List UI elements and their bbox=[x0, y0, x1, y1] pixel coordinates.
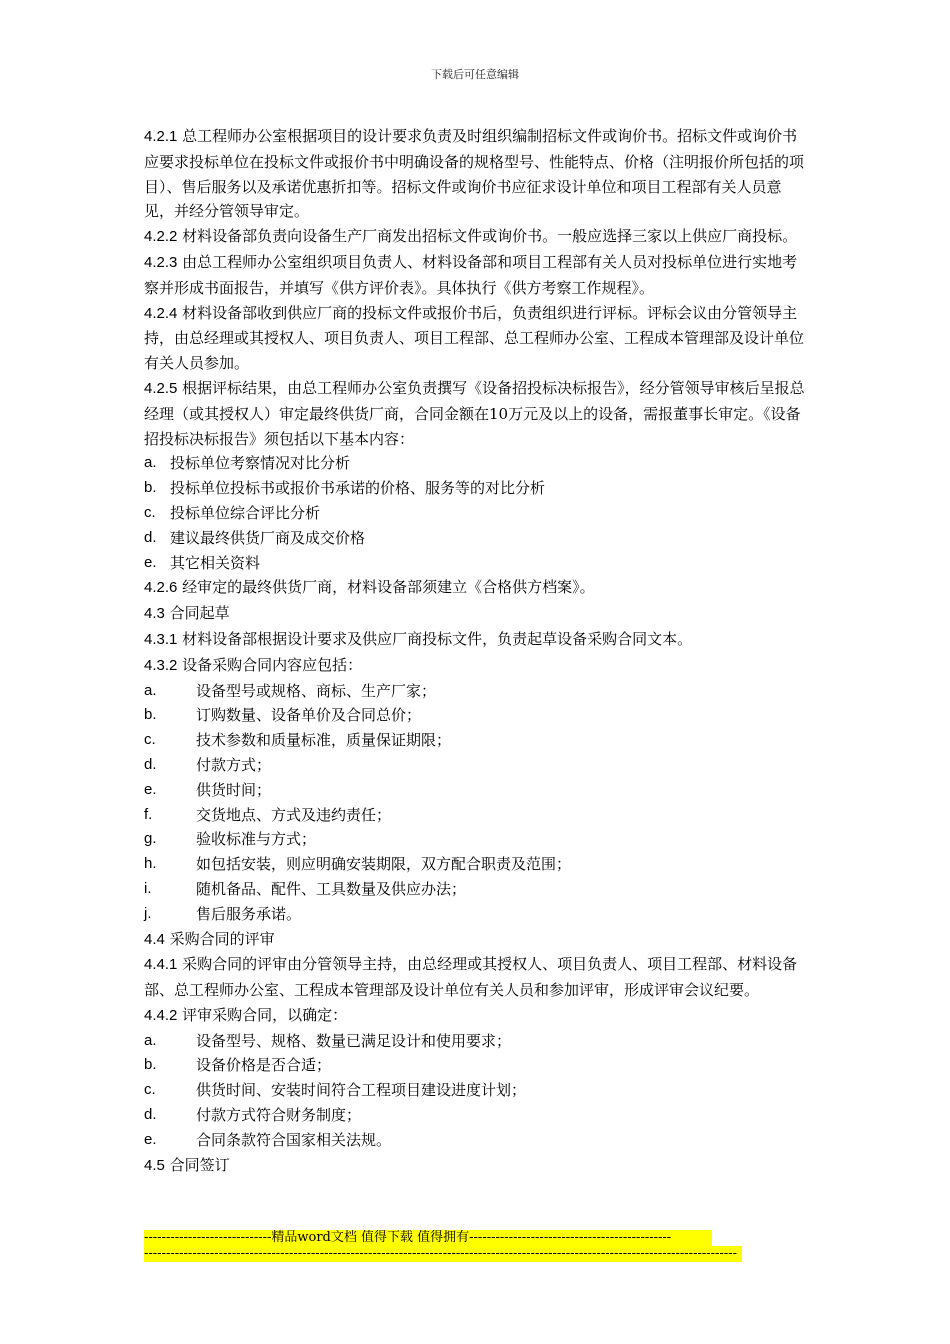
heading-4-4 bbox=[144, 927, 808, 953]
list-text: 设备价格是否合适； bbox=[196, 1056, 332, 1075]
paragraph-4-4-2 bbox=[144, 1003, 808, 1029]
list-text: 合同条款符合国家相关法规。 bbox=[196, 1130, 392, 1149]
list-text: 售后服务承诺。 bbox=[196, 904, 302, 923]
list-item bbox=[144, 679, 808, 704]
list-item bbox=[144, 728, 808, 753]
paragraph-text: 经审定的最终供货厂商，材料设备部须建立《合格供方档案》。 bbox=[177, 578, 595, 597]
list-item bbox=[144, 1053, 808, 1078]
paragraph-text: 评审采购合同，以确定： bbox=[177, 1005, 348, 1024]
list-text: 订购数量、设备单价及合同总价； bbox=[196, 706, 422, 725]
paragraph-text: 采购合同的评审由分管领导主持，由总经理或其授权人、项目负责人、项目工程部、材料设备部、总工程师办公室、工程成本管理部及设计单位有关人员和参加评审，形成评审会议纪要。 bbox=[144, 955, 798, 1000]
list-item bbox=[144, 803, 808, 828]
list-text: 投标单位综合评比分析 bbox=[170, 503, 321, 522]
section-number: 4.5 bbox=[144, 1156, 165, 1174]
list-item bbox=[144, 753, 808, 778]
page-header: 下载后可任意编辑 bbox=[431, 68, 519, 81]
list-item bbox=[144, 703, 808, 728]
section-number: 4.2.5 bbox=[144, 379, 178, 397]
page-footer bbox=[144, 1230, 742, 1262]
list-label: a. bbox=[144, 681, 157, 699]
list-label: e. bbox=[144, 553, 157, 571]
list-text: 其它相关资料 bbox=[170, 553, 261, 572]
paragraph-4-3-1 bbox=[144, 627, 808, 653]
list-label: e. bbox=[144, 1130, 157, 1148]
list-item bbox=[144, 551, 808, 576]
list-item bbox=[144, 451, 808, 476]
list-label: b. bbox=[144, 1056, 157, 1074]
list-item bbox=[144, 902, 808, 927]
list-item bbox=[144, 778, 808, 803]
section-number: 4.2.2 bbox=[144, 228, 178, 246]
list-label: c. bbox=[144, 503, 156, 521]
list-text: 设备型号或规格、商标、生产厂家； bbox=[196, 681, 437, 700]
list-item bbox=[144, 1029, 808, 1054]
list-label: b. bbox=[144, 479, 157, 497]
paragraph-4-2-6 bbox=[144, 575, 808, 601]
paragraph-4-2-1 bbox=[144, 124, 808, 224]
heading-text: 合同签订 bbox=[164, 1155, 230, 1174]
paragraph-text: 材料设备部负责向设备生产厂商发出招标文件或询价书。一般应选择三家以上供应厂商投标。 bbox=[177, 227, 798, 246]
paragraph-text: 根据评标结果，由总工程师办公室负责撰写《设备招投标决标报告》，经分管领导审核后呈报总经理（或其授权人）审定最终供货厂商，合同金额在10万元及以上的设备，需报董事长审定。《设备招投标决标报告》须包括以下基本内容： bbox=[144, 378, 805, 448]
list-item bbox=[144, 526, 808, 551]
list-label: d. bbox=[144, 528, 157, 546]
section-number: 4.3 bbox=[144, 605, 165, 623]
list-text: 供货时间； bbox=[196, 780, 272, 799]
paragraph-4-4-1 bbox=[144, 952, 808, 1003]
heading-4-5 bbox=[144, 1153, 808, 1179]
list-item bbox=[144, 827, 808, 852]
section-number: 4.3.1 bbox=[144, 630, 178, 648]
list-label: c. bbox=[144, 731, 156, 749]
list-text: 如包括安装，则应明确安装期限，双方配合职责及范围； bbox=[196, 855, 572, 874]
section-number: 4.4.1 bbox=[144, 956, 178, 974]
paragraph-text: 材料设备部根据设计要求及供应厂商投标文件，负责起草设备采购合同文本。 bbox=[177, 629, 693, 648]
list-text: 交货地点、方式及违约责任； bbox=[196, 805, 392, 824]
list-text: 付款方式； bbox=[196, 755, 272, 774]
paragraph-4-3-2 bbox=[144, 653, 808, 679]
list-label: b. bbox=[144, 706, 157, 724]
document-body bbox=[144, 124, 808, 1178]
list-text: 付款方式符合财务制度； bbox=[196, 1106, 362, 1125]
paragraph-text: 总工程师办公室根据项目的设计要求负责及时组织编制招标文件或询价书。招标文件或询价书应要求投标单位在投标文件或报价书中明确设备的规格型号、性能特点、价格（注明报价所包括的项目）、售后服务以及承诺优惠折扣等。招标文件或询价书应征求设计单位和项目工程部有关人员意见，并经分管领导审定。 bbox=[144, 127, 805, 221]
list-label: j. bbox=[144, 904, 152, 922]
list-item bbox=[144, 1078, 808, 1103]
list-label: f. bbox=[144, 805, 153, 823]
section-number: 4.2.4 bbox=[144, 304, 178, 322]
list-label: e. bbox=[144, 780, 157, 798]
list-item bbox=[144, 852, 808, 877]
list-label: d. bbox=[144, 755, 157, 773]
list-text: 供货时间、安装时间符合工程项目建设进度计划； bbox=[196, 1081, 527, 1100]
list-label: a. bbox=[144, 454, 157, 472]
footer-line-1: -----------------------------精品word文档 值得下载 值得拥有---------------------------------------------- bbox=[144, 1230, 712, 1246]
list-text: 技术参数和质量标准，质量保证期限； bbox=[196, 731, 452, 750]
section-number: 4.2.6 bbox=[144, 579, 178, 597]
list-label: g. bbox=[144, 830, 157, 848]
list-label: c. bbox=[144, 1081, 156, 1099]
paragraph-4-2-4 bbox=[144, 301, 808, 376]
list-label: a. bbox=[144, 1031, 157, 1049]
paragraph-4-2-5 bbox=[144, 376, 808, 451]
list-text: 投标单位考察情况对比分析 bbox=[170, 454, 351, 473]
section-number: 4.2.3 bbox=[144, 253, 178, 271]
paragraph-text: 由总工程师办公室组织项目负责人、材料设备部和项目工程部有关人员对投标单位进行实地考察并形成书面报告，并填写《供方评价表》。具体执行《供方考察工作规程》。 bbox=[144, 252, 798, 297]
list-text: 建议最终供货厂商及成交价格 bbox=[170, 528, 366, 547]
list-item bbox=[144, 877, 808, 902]
list-text: 随机备品、配件、工具数量及供应办法； bbox=[196, 879, 467, 898]
heading-text: 合同起草 bbox=[164, 604, 230, 623]
footer-line-2: --------------------------------------------------------------------------------------------------------------------------------------- bbox=[144, 1246, 742, 1262]
list-text: 投标单位投标书或报价书承诺的价格、服务等的对比分析 bbox=[170, 479, 546, 498]
list-item bbox=[144, 1128, 808, 1153]
section-number: 4.4.2 bbox=[144, 1006, 178, 1024]
list-label: i. bbox=[144, 879, 152, 897]
section-number: 4.3.2 bbox=[144, 656, 178, 674]
paragraph-text: 材料设备部收到供应厂商的投标文件或报价书后，负责组织进行评标。评标会议由分管领导主持，由总经理或其授权人、项目负责人、项目工程部、总工程师办公室、工程成本管理部及设计单位有关人员参加。 bbox=[144, 303, 805, 373]
heading-text: 采购合同的评审 bbox=[164, 929, 275, 948]
list-item bbox=[144, 501, 808, 526]
paragraph-4-2-2 bbox=[144, 224, 808, 250]
heading-4-3 bbox=[144, 601, 808, 627]
paragraph-4-2-3 bbox=[144, 250, 808, 301]
list-label: h. bbox=[144, 855, 157, 873]
list-label: d. bbox=[144, 1106, 157, 1124]
list-item bbox=[144, 1103, 808, 1128]
section-number: 4.2.1 bbox=[144, 128, 178, 145]
list-text: 验收标准与方式； bbox=[196, 830, 317, 849]
list-item bbox=[144, 476, 808, 501]
paragraph-text: 设备采购合同内容应包括： bbox=[177, 655, 363, 674]
list-text: 设备型号、规格、数量已满足设计和使用要求； bbox=[196, 1031, 512, 1050]
section-number: 4.4 bbox=[144, 930, 165, 948]
